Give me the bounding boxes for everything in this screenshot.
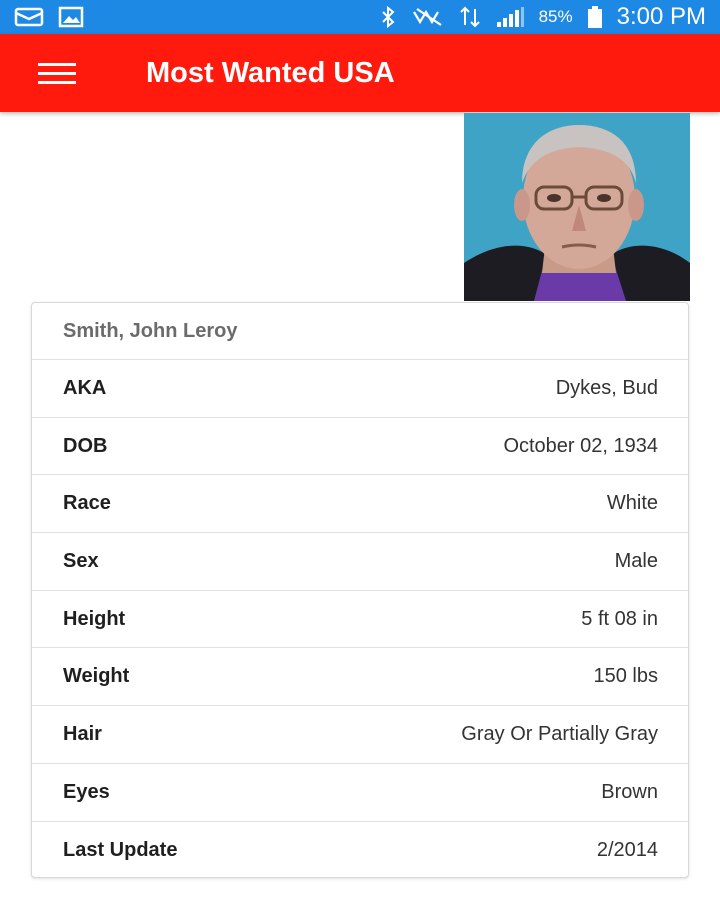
- details-card: [31, 302, 689, 878]
- detail-label: Sex: [63, 549, 99, 572]
- detail-value: Brown: [601, 780, 658, 803]
- detail-row-sex: [32, 533, 688, 591]
- status-bar: [0, 0, 720, 34]
- detail-label: Race: [63, 492, 111, 515]
- detail-row-eyes: [32, 764, 688, 822]
- portrait-image: [464, 113, 690, 301]
- vibrate-mute-icon: [411, 6, 445, 28]
- detail-label: Weight: [63, 665, 130, 688]
- detail-row-race: [32, 475, 688, 533]
- app-bar: [0, 34, 720, 112]
- detail-value: 2/2014: [596, 838, 658, 861]
- detail-row-last-update: [32, 822, 688, 879]
- status-left-icons: [14, 6, 84, 28]
- detail-row-hair: [32, 706, 688, 764]
- signal-icon: [495, 6, 525, 28]
- detail-label: DOB: [63, 434, 108, 457]
- detail-row-aka: [32, 360, 688, 418]
- suspect-name: Smith, John Leroy: [32, 303, 688, 360]
- detail-value: White: [606, 492, 658, 515]
- detail-label: AKA: [63, 376, 107, 399]
- hamburger-icon-line: [38, 63, 76, 66]
- detail-value: October 02, 1934: [503, 434, 658, 457]
- detail-value: Male: [614, 549, 658, 572]
- detail-value: 5 ft 08 in: [581, 607, 658, 630]
- detail-row-height: [32, 591, 688, 649]
- battery-percentage: 85%: [538, 7, 573, 26]
- bluetooth-icon: [379, 5, 397, 29]
- clock: 3:00 PM: [616, 3, 706, 30]
- menu-button[interactable]: [30, 55, 84, 91]
- hamburger-icon-line: [38, 81, 76, 84]
- battery-icon: [587, 5, 603, 29]
- suspect-photo[interactable]: [464, 113, 690, 301]
- image-icon: [58, 6, 84, 28]
- message-icon: [14, 7, 44, 27]
- hamburger-icon-line: [38, 72, 76, 75]
- detail-value: 150 lbs: [593, 665, 658, 688]
- detail-label: Height: [63, 607, 126, 630]
- status-right-icons: [379, 4, 706, 30]
- app-title: Most Wanted USA: [146, 57, 395, 89]
- detail-label: Hair: [63, 722, 102, 745]
- detail-label: Eyes: [63, 780, 110, 803]
- detail-label: Last Update: [63, 838, 178, 861]
- detail-row-dob: [32, 418, 688, 476]
- data-transfer-icon: [459, 5, 481, 29]
- detail-value: Gray Or Partially Gray: [461, 722, 658, 745]
- detail-row-weight: [32, 648, 688, 706]
- detail-value: Dykes, Bud: [555, 376, 658, 399]
